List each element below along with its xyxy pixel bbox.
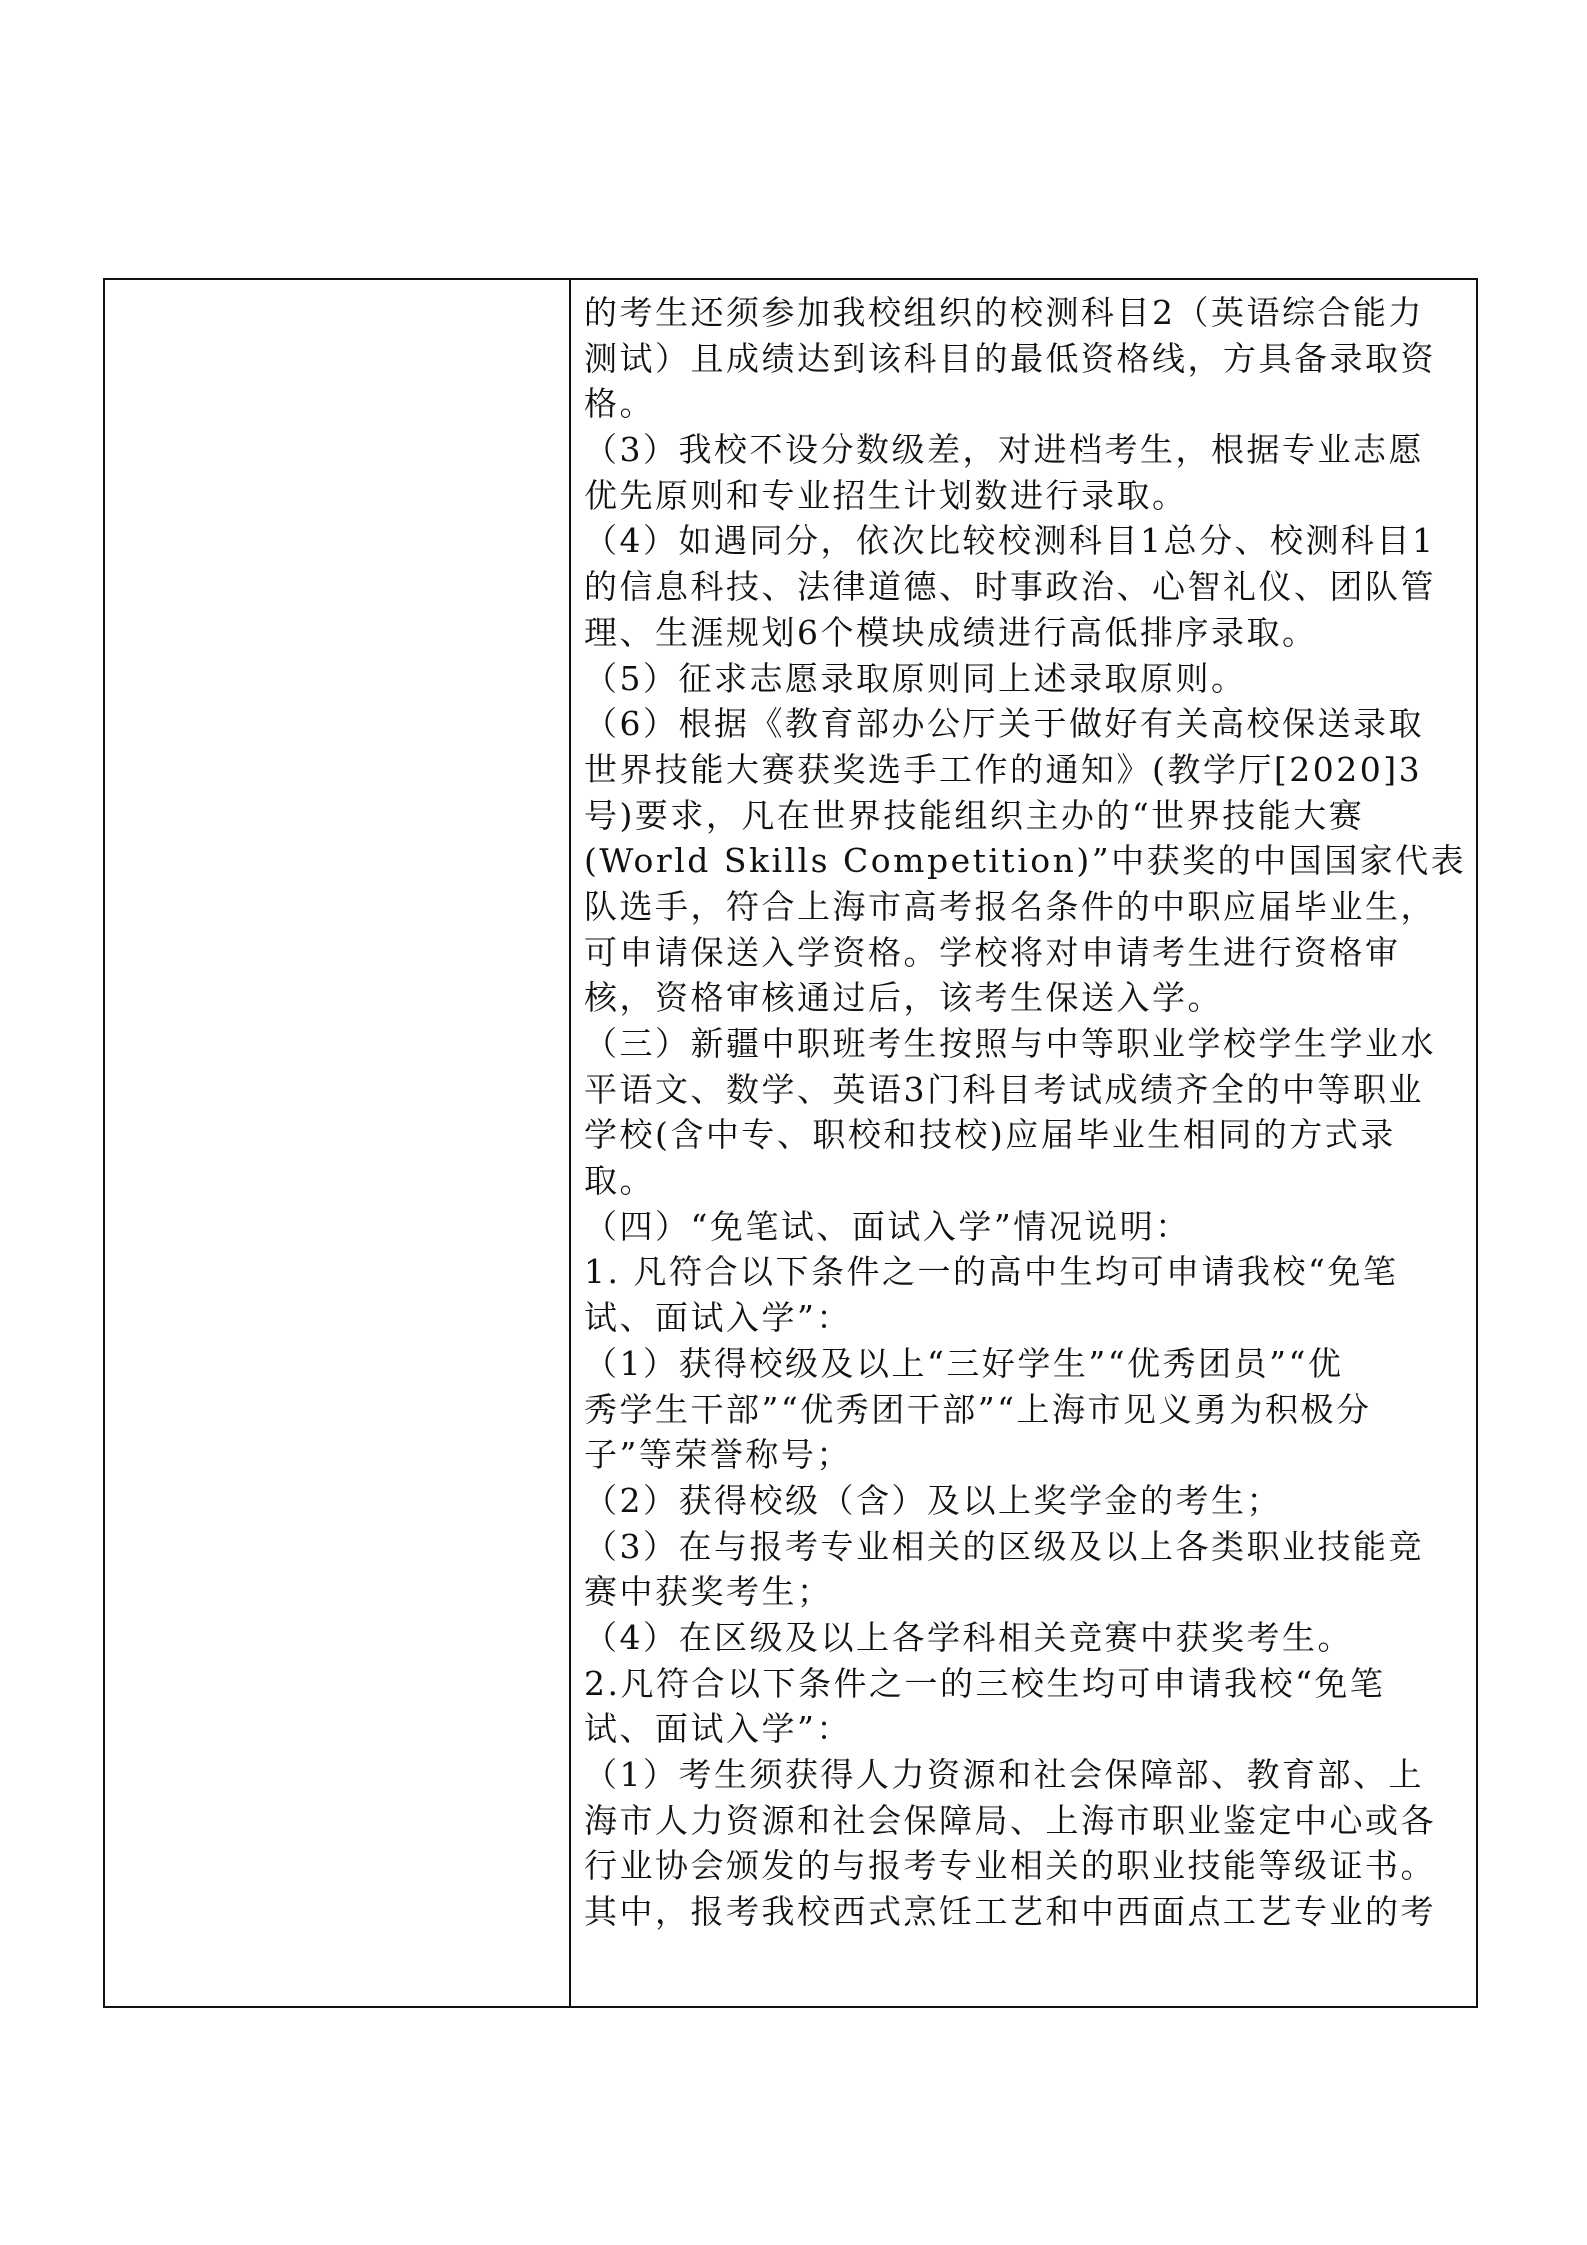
text-line: 其中，报考我校西式烹饪工艺和中西面点工艺专业的考 <box>584 1892 1436 1932</box>
text-line: 秀学生干部”“优秀团干部”“上海市见义勇为积极分 <box>584 1389 1372 1429</box>
text-line: 行业协会颁发的与报考专业相关的职业技能等级证书。 <box>584 1846 1436 1886</box>
text-line: （四）“免笔试、面试入学”情况说明： <box>584 1206 1191 1246</box>
text-line: （1）考生须获得人力资源和社会保障部、教育部、上 <box>584 1755 1424 1794</box>
text-line: （2）获得校级（含）及以上奖学金的考生； <box>584 1480 1282 1520</box>
text-line: 取。 <box>584 1161 655 1201</box>
text-line: （1）获得校级及以上“三好学生”“优秀团员”“优 <box>584 1343 1344 1383</box>
text-line: （三）新疆中职班考生按照与中等职业学校学生学业水 <box>584 1024 1436 1063</box>
text-line: （4）如遇同分，依次比较校测科目1总分、校测科目1 <box>584 521 1436 561</box>
table-right-column <box>571 280 1476 2006</box>
text-line: 优先原则和专业招生计划数进行录取。 <box>584 475 1188 515</box>
text-line: 的信息科技、法律道德、时事政治、心智礼仪、团队管 <box>584 567 1436 607</box>
text-line: 子”等荣誉称号； <box>584 1435 852 1475</box>
text-line: 海市人力资源和社会保障局、上海市职业鉴定中心或各 <box>584 1800 1436 1840</box>
text-line: 号)要求，凡在世界技能组织主办的“世界技能大赛 <box>584 795 1365 835</box>
text-line: 学校(含中专、职校和技校)应届毕业生相同的方式录 <box>584 1115 1396 1155</box>
text-line: 测试）且成绩达到该科目的最低资格线，方具备录取资 <box>584 338 1436 378</box>
text-line: 1. 凡符合以下条件之一的高中生均可申请我校“免笔 <box>584 1252 1399 1292</box>
text-line: 试、面试入学”： <box>584 1709 852 1749</box>
text-line: 2.凡符合以下条件之一的三校生均可申请我校“免笔 <box>584 1663 1386 1703</box>
text-line: （4）在区级及以上各学科相关竞赛中获奖考生。 <box>584 1617 1353 1657</box>
text-line: 世界技能大赛获奖选手工作的通知》(教学厅[2020]3 <box>584 749 1423 789</box>
document-table <box>103 278 1478 2008</box>
text-line: (World Skills Competition)”中获奖的中国国家代表 <box>584 841 1467 881</box>
text-line: 平语文、数学、英语3门科目考试成绩齐全的中等职业 <box>584 1069 1424 1109</box>
text-line: 理、生涯规划6个模块成绩进行高低排序录取。 <box>584 612 1318 652</box>
text-line: 赛中获奖考生； <box>584 1572 833 1612</box>
table-left-column <box>105 280 571 2006</box>
text-line: 格。 <box>584 384 655 424</box>
text-line: 的考生还须参加我校组织的校测科目2（英语综合能力 <box>584 293 1424 332</box>
text-line: 试、面试入学”： <box>584 1298 852 1338</box>
text-line: 队选手，符合上海市高考报名条件的中职应届毕业生， <box>584 886 1436 926</box>
text-line: （3）在与报考专业相关的区级及以上各类职业技能竞 <box>584 1526 1424 1566</box>
text-line: （3）我校不设分数级差，对进档考生，根据专业志愿 <box>584 430 1424 470</box>
text-line: 核，资格审核通过后，该考生保送入学。 <box>584 978 1223 1018</box>
text-line: （6）根据《教育部办公厅关于做好有关高校保送录取 <box>584 704 1424 744</box>
text-line: （5）征求志愿录取原则同上述录取原则。 <box>584 658 1247 698</box>
text-line: 可申请保送入学资格。学校将对申请考生进行资格审 <box>584 932 1401 972</box>
